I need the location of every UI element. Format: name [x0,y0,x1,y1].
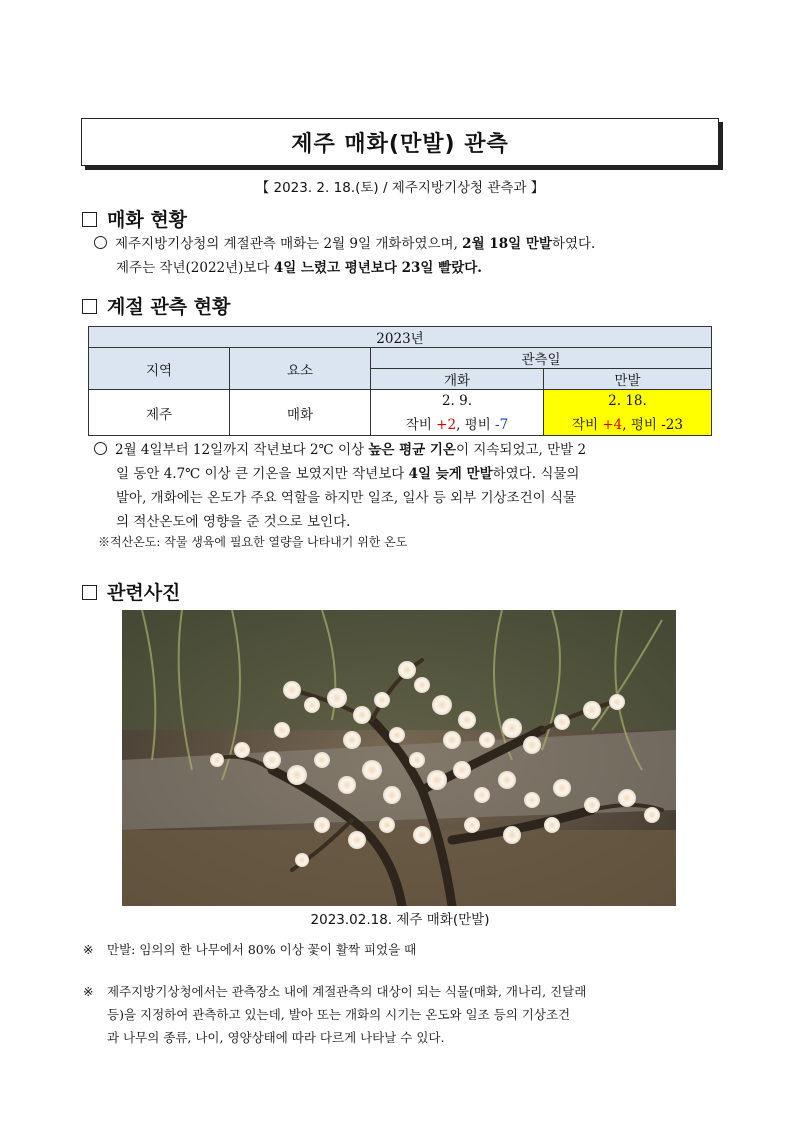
footnote-full-bloom [83,938,733,961]
current-text-2a: 제주는 작년(2022년)보다 [116,260,274,276]
title-box [81,118,719,166]
section-photos-heading [82,578,180,605]
plum-blossom-photo [122,610,676,906]
square-bullet-icon [82,585,97,600]
section-current-heading [82,205,187,232]
header-item: 요소 [230,348,371,390]
header-obsdate: 관측일 [371,348,712,369]
footnote-2-line-2: 등)을 지정하여 관측하고 있는데, 발아 또는 개화의 시기는 온도와 일조 등의 기상조건 [107,1007,571,1022]
cell-full-bloom [544,390,712,436]
full-norm-prefix: , 평비 [622,416,662,433]
footnote-1-text: 만발: 임의의 한 나무에서 80% 이상 꽃이 활짝 피었을 때 [107,942,417,957]
header-bloom: 개화 [371,369,544,390]
bloom-diff-prefix: 작비 [405,416,437,433]
analysis-text-2c: 하였다. 식물의 [492,466,580,482]
full-bloom-diff [544,413,711,433]
header-region: 지역 [89,348,230,390]
section-photos-label: 관련사진 [107,582,181,604]
bloom-date: 2. 9. [441,392,473,409]
current-text-1c: 하였다. [551,236,596,252]
analysis-paragraph [94,438,734,534]
analysis-text-1c: 이 지속되었고, 만발 2 [455,442,587,458]
current-text-1a: 제주지방기상청의 계절관측 매화는 2월 9일 개화하였으며, [115,236,463,252]
analysis-text-4: 의 적산온도에 영향을 준 것으로 보인다. [116,514,351,530]
analysis-text-1b: 높은 평균 기온 [368,442,456,458]
header-full-bloom: 만발 [544,369,712,390]
analysis-text-2b: 4일 늦게 만발 [408,466,493,482]
accumulated-temp-note: ※적산온도: 작물 생육에 필요한 열량을 나타내기 위한 온도 [98,535,408,549]
full-diff-value: +4 [602,416,623,433]
dateline: 【 2023. 2. 18.(토) / 제주지방기상청 관측과 】 [255,180,545,196]
bloom-norm-value: -7 [495,416,509,433]
bloom-norm-prefix: , 평비 [456,416,496,433]
section-seasonal-heading [82,292,230,319]
table-year: 2023년 [89,327,712,348]
square-bullet-icon [82,299,97,314]
photo-caption: 2023.02.18. 제주 매화(만발) [310,912,490,928]
full-bloom-date: 2. 18. [608,392,647,409]
current-status-paragraph [94,232,734,280]
cell-item: 매화 [230,390,371,436]
current-text-2b: 4일 느렸고 평년보다 23일 빨랐다. [273,260,482,276]
footnote-observation [83,980,733,1049]
cell-region: 제주 [89,390,230,436]
analysis-text-3: 발아, 개화에는 온도가 주요 역할을 하지만 일조, 일사 등 외부 기상조건이 식물 [116,490,577,506]
full-diff-prefix: 작비 [572,416,603,433]
footnote-2-line-1: 제주지방기상청에서는 관측장소 내에 계절관측의 대상이 되는 식물(매화, 개나리, 진달래 [107,984,587,999]
reference-mark-icon: ※ [83,942,94,957]
analysis-text-2a: 일 동안 4.7℃ 이상 큰 기온을 보였지만 작년보다 [116,466,409,482]
circle-bullet-icon [94,236,107,249]
bloom-diff-value: +2 [436,416,457,433]
cell-bloom [371,390,544,436]
circle-bullet-icon [94,442,107,455]
section-current-label: 매화 현황 [107,209,188,231]
square-bullet-icon [82,212,97,227]
section-seasonal-label: 계절 관측 현황 [107,296,231,318]
footnote-2-line-3: 과 나무의 종류, 나이, 영양상태에 따라 다르게 나타날 수 있다. [107,1030,445,1045]
reference-mark-icon: ※ [83,984,94,999]
current-text-1b: 2월 18일 만발 [462,236,552,252]
page-title: 제주 매화(만발) 관측 [291,131,509,157]
observation-table [88,326,712,436]
full-norm-value: -23 [661,416,683,433]
bloom-diff [371,413,543,433]
analysis-text-1a: 2월 4일부터 12일까지 작년보다 2℃ 이상 [115,442,369,458]
